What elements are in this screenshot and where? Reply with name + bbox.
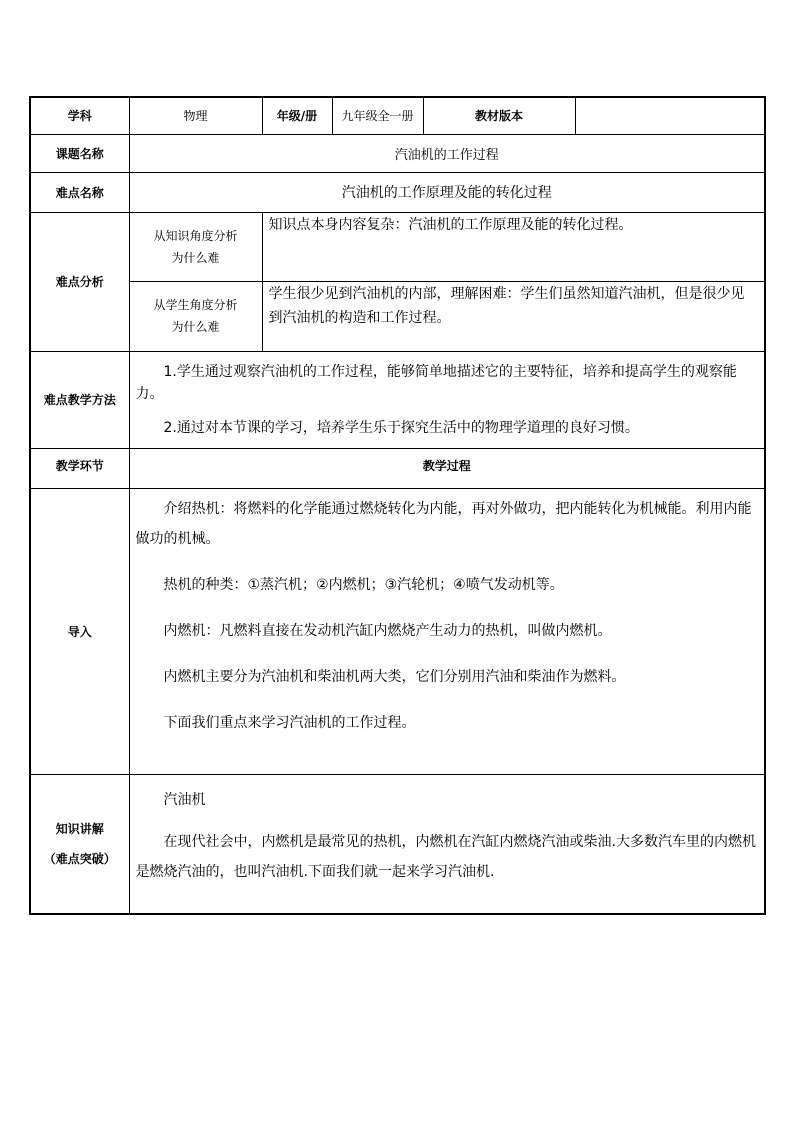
lesson-plan-table	[29, 96, 766, 915]
knowledge-paragraph-2: 在现代社会中，内燃机是最常见的热机，内燃机在汽缸内燃烧汽油或柴油.大多数汽车里的内燃机是燃烧汽油的，也叫汽油机.下面我们就一起来学习汽油机.	[135, 833, 756, 880]
method-item-2: 2.通过对本节课的学习，培养学生乐于探究生活中的物理学道理的良好习惯。	[163, 419, 639, 436]
difficulty-analysis-label: 难点分析	[30, 212, 129, 351]
student-angle-label: 从学生角度分析为什么难	[129, 281, 262, 351]
knowledge-row	[30, 774, 765, 914]
intro-content	[129, 488, 765, 774]
method-item-1: 1.学生通过观察汽油机的工作过程，能够简单地描述它的主要特征，培养和提高学生的观察能力。	[135, 363, 737, 402]
lesson-name-row	[30, 134, 765, 172]
knowledge-label-line1: 知识讲解	[55, 821, 104, 836]
knowledge-content	[129, 774, 765, 914]
knowledge-angle-text: 知识点本身内容复杂：汽油机的工作原理及能的转化过程。	[262, 212, 765, 281]
intro-paragraph-2: 热机的种类：①蒸汽机；②内燃机；③汽轮机；④喷气发动机等。	[163, 576, 564, 593]
knowledge-angle-row	[30, 212, 765, 281]
subject-value: 物理	[129, 97, 262, 134]
process-header-row	[30, 448, 765, 488]
knowledge-label	[30, 774, 129, 914]
knowledge-paragraph-1: 汽油机	[163, 791, 206, 808]
process-label: 教学过程	[129, 448, 765, 488]
grade-label: 年级/册	[262, 97, 332, 134]
intro-paragraph-4: 内燃机主要分为汽油机和柴油机两大类，它们分别用汽油和柴油作为燃料。	[163, 668, 626, 685]
student-angle-row	[30, 281, 765, 351]
teaching-method-label: 难点教学方法	[30, 351, 129, 448]
grade-value: 九年级全一册	[332, 97, 423, 134]
subject-label: 学科	[30, 97, 129, 134]
difficulty-name-row	[30, 172, 765, 212]
teaching-method-row	[30, 351, 765, 448]
intro-paragraph-5: 下面我们重点来学习汽油机的工作过程。	[163, 714, 416, 731]
lesson-name-value: 汽油机的工作过程	[129, 134, 765, 172]
edition-value	[575, 97, 765, 134]
edition-label: 教材版本	[423, 97, 575, 134]
knowledge-angle-label: 从知识角度分析为什么难	[129, 212, 262, 281]
stage-label: 教学环节	[30, 448, 129, 488]
teaching-method-content	[129, 351, 765, 448]
intro-paragraph-3: 内燃机：凡燃料直接在发动机汽缸内燃烧产生动力的热机，叫做内燃机。	[163, 622, 612, 639]
intro-row	[30, 488, 765, 774]
difficulty-name-value: 汽油机的工作原理及能的转化过程	[129, 172, 765, 212]
knowledge-label-line2: （难点突破）	[43, 851, 116, 866]
difficulty-name-label: 难点名称	[30, 172, 129, 212]
student-angle-text: 学生很少见到汽油机的内部，理解困难：学生们虽然知道汽油机，但是很少见到汽油机的构造和工作过程。	[262, 281, 765, 351]
lesson-name-label: 课题名称	[30, 134, 129, 172]
intro-label: 导入	[30, 488, 129, 774]
intro-paragraph-1: 介绍热机：将燃料的化学能通过燃烧转化为内能，再对外做功，把内能转化为机械能。利用内能做功的机械。	[135, 500, 752, 547]
header-row	[30, 97, 765, 134]
